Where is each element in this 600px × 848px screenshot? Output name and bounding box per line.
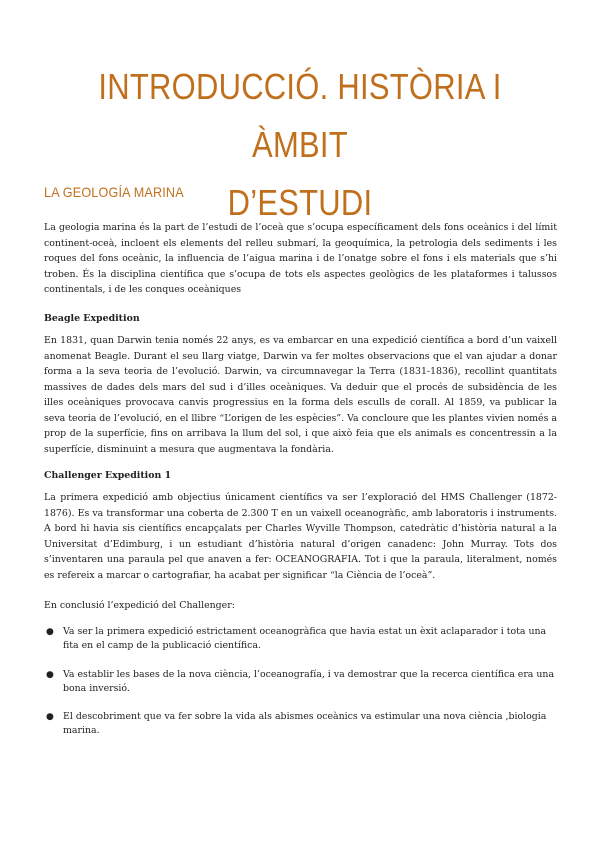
title-line-1: INTRODUCCIÓ. HISTÒRIA I ÀMBIT [98,66,502,165]
title-line-2: D’ESTUDI [227,182,373,223]
challenger-heading: Challenger Expedition 1 [44,470,172,481]
bullet-icon: ● [46,712,54,722]
section-heading: LA GEOLOGÍA MARINA [44,184,184,200]
bullet-list-2 [44,668,557,696]
bullet-text: Va establir les bases de la nova ciència, l’oceanografía, i va demostrar que la recerca científica era una bona inversió. [63,669,555,694]
bullet-list-1 [44,625,557,653]
bullet-text: Va ser la primera expedició estrictament oceanogràfica que havia estat un èxit aclaparador i tota una fita en el camp de la publicació científica. [63,626,547,651]
conclusion-intro: En conclusió l’expedició del Challenger: [44,600,235,611]
list-item [44,710,557,738]
list-item [44,668,557,696]
page-title [76,58,523,232]
intro-paragraph: La geologia marina és la part de l’estudi de l’oceà que s’ocupa específicament dels fons oceànics i del límit continent-oceà, incloent els elements del relleu submarí, la geoquímica, la petrologia dels sediments i les roques del fons oceànic, la influencia de l’aigua marina i de l’onatge sobre el fons i els materials que s’hi troben. És la disciplina científica que s’ocupa de tots els aspectes geològics de les plataformes i talussos continentals, i de les conques oceàniques [44,222,557,295]
beagle-heading: Beagle Expedition [44,313,140,324]
list-item [44,625,557,653]
bullet-text: El descobriment que va fer sobre la vida als abismes oceànics va estimular una nova ciència ,biologia marina. [63,711,547,736]
bullet-icon: ● [46,670,54,680]
bullet-list-3 [44,710,557,738]
beagle-paragraph: En 1831, quan Darwin tenia només 22 anys, es va embarcar en una expedició científica a bord d’un vaixell anomenat Beagle. Durant el seu llarg viatge, Darwin va fer moltes observacions que el van ajudar a donar forma a la seva teoria de l’evolució. Darwin, va circumnavegar la Terra (1831-1836), recollint quantitats massives de dades dels mars del sud i d’illes oceàniques. Va deduir que el procés de subsidència de les illes oceàniques provocava canvis progressius en la forma dels esculls de corall. Al 1859, va publicar la seva teoria de l’evolució, en el llibre “L’origen de les espècies”. Va concloure que les plantes vivien només a prop de la superfície, fins on arribava la llum del sol, i que això feia que els animals es concentressin a la superfície, disminuint a mesura que augmentava la fondària. [44,335,557,455]
bullet-icon: ● [46,627,54,637]
challenger-paragraph: La primera expedició amb objectius únicament científics va ser l’exploració del HMS Challenger (1872-1876). Es va transformar una coberta de 2.300 T en un vaixell oceanogràfic, amb laboratoris i instruments. A bord hi havia sis científics encapçalats per Charles Wyville Thompson, catedràtic d’història natural a la Universitat d’Edimburg, i un estudiant d’història natural d’origen canadenc: John Murray. Tots dos s’inventaren una paraula pel que anaven a fer: OCEANOGRAFIA. Tot i que la paraula, literalment, només es refereix a marcar o cartografiar, ha acabat per significar “la Ciència de l’oceà”. [44,492,557,581]
